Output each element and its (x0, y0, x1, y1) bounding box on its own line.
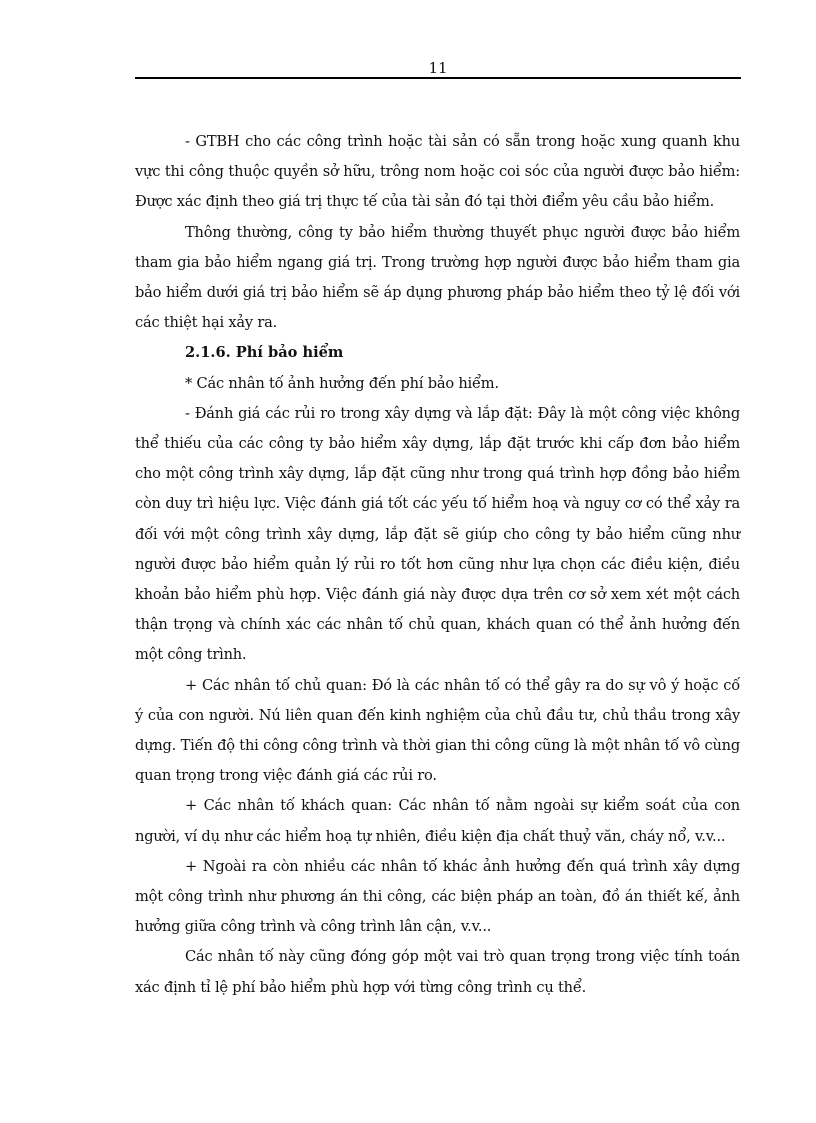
paragraph-premium-factors-intro: * Các nhân tố ảnh hưởng đến phí bảo hiểm. (185, 374, 499, 392)
paragraph-underinsurance: Thông thường, công ty bảo hiểm thường thuyết phục người được bảo hiểm tham gia bảo hiểm ngang giá trị. Trong trường hợp người được bảo hiểm tham gia bảo hiểm dưới giá trị bảo hiểm sẽ áp dụng phương pháp bảo hiểm theo tỷ lệ đối với các thiệt hại xảy ra. (135, 223, 740, 332)
page-number: 11 (428, 59, 448, 77)
paragraph-risk-assessment: - Đánh giá các rủi ro trong xây dựng và lắp đặt: Đây là một công việc không thể thiếu của các công ty bảo hiểm xây dựng, lắp đặt trước khi cấp đơn bảo hiểm cho một công trình xây dựng, lắp đặt cũng như trong quá trình hợp đồng bảo hiểm còn duy trì hiệu lực. Việc đánh giá tốt các yếu tố hiểm hoạ và nguy cơ có thể xảy ra đối với một công trình xây dựng, lắp đặt sẽ giúp cho công ty bảo hiểm cũng như người được bảo hiểm quản lý rủi ro tốt hơn cũng như lựa chọn các điều kiện, điều khoản bảo hiểm phù hợp. Việc đánh giá này được dựa trên cơ sở xem xét một cách thận trọng và chính xác các nhân tố chủ quan, khách quan có thể ảnh hưởng đến một công trình. (135, 404, 740, 664)
paragraph-objective-factors: + Các nhân tố khách quan: Các nhân tố nằm ngoài sự kiểm soát của con người, ví dụ như các hiểm hoạ tự nhiên, điều kiện địa chất thuỷ văn, cháy nổ, v.v... (135, 797, 740, 845)
paragraph-conclusion: Các nhân tố này cũng đóng góp một vai trò quan trọng trong việc tính toán xác định tỉ lệ phí bảo hiểm phù hợp với từng công trình cụ thể. (135, 948, 740, 996)
header-rule (135, 77, 741, 79)
paragraph-gtbh-existing-property: - GTBH cho các công trình hoặc tài sản có sẵn trong hoặc xung quanh khu vực thi công thuộc quyền sở hữu, trông nom hoặc coi sóc của người được bảo hiểm: Được xác định theo giá trị thực tế của tài sản đó tại thời điểm yêu cầu bảo hiểm. (135, 133, 740, 211)
paragraph-subjective-factors: + Các nhân tố chủ quan: Đó là các nhân tố có thể gây ra do sự vô ý hoặc cố ý của con người. Nú liên quan đến kinh nghiệm của chủ đầu tư, chủ thầu trong xây dựng. Tiến độ thi công công trình và thời gian thi công cũng là một nhân tố vô cùng quan trọng trong việc đánh giá các rủi ro. (135, 676, 740, 785)
section-heading-premium: 2.1.6. Phí bảo hiểm (185, 344, 344, 362)
document-body (135, 127, 740, 1003)
paragraph-other-factors: + Ngoài ra còn nhiều các nhân tố khác ảnh hưởng đến quá trình xây dựng một công trình như phương án thi công, các biện pháp an toàn, đồ án thiết kế, ảnh hưởng giữa công trình và công trình lân cận, v.v... (135, 857, 740, 936)
